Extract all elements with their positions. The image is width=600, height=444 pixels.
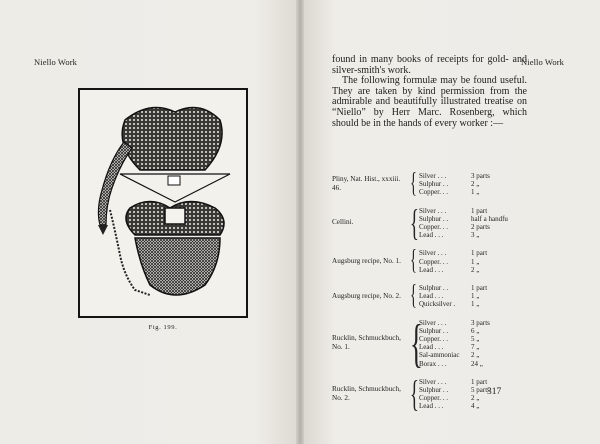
ingredient-name: Silver . . . bbox=[419, 171, 447, 180]
ingredient-name: Silver . . . bbox=[419, 318, 447, 327]
ingredient-name: Copper. . . bbox=[419, 257, 448, 266]
ingredient-line bbox=[419, 319, 526, 327]
recipe-source: Rucklin, Schmuckbuch, No. 1. bbox=[332, 334, 401, 352]
ingredient-line bbox=[419, 231, 526, 239]
ingredient-name: Sulphur . . bbox=[419, 326, 449, 335]
ingredient-line bbox=[419, 335, 526, 343]
recipe-brace: { bbox=[410, 201, 419, 243]
ingredient-amount: 2 „ bbox=[471, 180, 480, 189]
ingredient-amount: 5 „ bbox=[471, 334, 480, 343]
ingredient-name: Lead . . . bbox=[419, 231, 444, 240]
recipe-brace: { bbox=[410, 372, 419, 414]
recipe-brace: { bbox=[410, 245, 417, 277]
right-running-head: Niello Work bbox=[521, 57, 564, 67]
ingredient-name: Silver . . . bbox=[419, 377, 447, 386]
ingredient-line bbox=[419, 300, 526, 308]
ingredient-line bbox=[419, 188, 526, 196]
ingredient-amount: 2 „ bbox=[471, 394, 480, 403]
recipe-ingredients bbox=[419, 172, 526, 197]
niello-engraving-image bbox=[80, 90, 245, 315]
ingredient-amount: 1 part bbox=[471, 249, 488, 258]
ingredient-name: Lead . . . bbox=[419, 343, 444, 352]
ingredient-amount: 2 „ bbox=[471, 265, 480, 274]
recipe-ingredients bbox=[419, 378, 526, 411]
ingredient-amount: 6 „ bbox=[471, 326, 480, 335]
ingredient-amount: 1 „ bbox=[471, 292, 480, 301]
ingredient-line bbox=[419, 249, 526, 257]
ingredient-line bbox=[419, 394, 526, 402]
recipe-brace: { bbox=[410, 279, 417, 311]
ingredient-amount: 4 „ bbox=[471, 402, 480, 411]
ingredient-amount: 3 „ bbox=[471, 231, 480, 240]
ingredient-line bbox=[419, 402, 526, 410]
ingredient-line bbox=[419, 207, 526, 215]
ingredient-name: Lead . . . bbox=[419, 265, 444, 274]
recipe-source: Augsburg recipe, No. 1. bbox=[332, 257, 401, 266]
recipe-ingredients bbox=[419, 207, 526, 240]
recipe-ingredients bbox=[419, 249, 526, 274]
ingredient-line bbox=[419, 215, 526, 223]
ingredient-line bbox=[419, 386, 526, 394]
ingredient-line bbox=[419, 343, 526, 351]
ingredient-name: Sulphur . . bbox=[419, 180, 449, 189]
ingredient-amount: 2 parts bbox=[471, 222, 490, 231]
ingredient-amount: 7 „ bbox=[471, 343, 480, 352]
left-running-head: Niello Work bbox=[34, 57, 77, 67]
ingredient-name: Copper. . . bbox=[419, 188, 448, 197]
ingredient-amount: 5 parts bbox=[471, 385, 490, 394]
ingredient-line bbox=[419, 327, 526, 335]
ingredient-amount: 3 parts bbox=[471, 171, 490, 180]
ingredient-amount: 1 part bbox=[471, 206, 488, 215]
recipe-row bbox=[332, 201, 527, 243]
recipe-row bbox=[332, 279, 527, 311]
ingredient-amount: 1 part bbox=[471, 377, 488, 386]
recipe-source: Augsburg recipe, No. 2. bbox=[332, 291, 401, 300]
ingredient-name: Copper. . . bbox=[419, 394, 448, 403]
recipe-row bbox=[332, 170, 527, 199]
paragraph-continuation: found in many books of receipts for gold- and silver-smith's work. bbox=[332, 54, 527, 76]
recipe-brace: { bbox=[410, 313, 423, 373]
recipe-ingredients bbox=[419, 319, 526, 368]
ingredient-name: Borax . . . bbox=[419, 359, 447, 368]
ingredient-amount: 1 „ bbox=[471, 257, 480, 266]
recipe-source: Rucklin, Schmuckbuch, No. 2. bbox=[332, 385, 401, 403]
ingredient-line bbox=[419, 223, 526, 231]
ingredient-amount: 1 „ bbox=[471, 300, 480, 309]
ingredient-name: Lead . . . bbox=[419, 402, 444, 411]
ingredient-name: Lead . . . bbox=[419, 292, 444, 301]
recipe-source: Cellini. bbox=[332, 218, 354, 227]
ingredient-line bbox=[419, 266, 526, 274]
recipe-source: Pliny, Nat. Hist., xxxiii. 46. bbox=[332, 175, 401, 193]
ingredient-line bbox=[419, 258, 526, 266]
ingredient-name: Sulphur . . bbox=[419, 385, 449, 394]
ingredient-line bbox=[419, 180, 526, 188]
ingredient-name: Copper. . . bbox=[419, 334, 448, 343]
ingredient-amount: 2 „ bbox=[471, 351, 480, 360]
book-gutter bbox=[296, 0, 304, 444]
ingredient-amount: 3 parts bbox=[471, 318, 490, 327]
ingredient-name: Sulphur . . bbox=[419, 283, 449, 292]
ingredient-amount: 1 part bbox=[471, 283, 488, 292]
ingredient-amount: 1 „ bbox=[471, 188, 480, 197]
ingredient-line bbox=[419, 172, 526, 180]
ingredient-name: Quicksilver . bbox=[419, 300, 456, 309]
ingredient-line bbox=[419, 351, 526, 359]
body-text bbox=[332, 55, 527, 129]
recipe-row bbox=[332, 247, 527, 276]
ingredient-name: Sulphur . . bbox=[419, 214, 449, 223]
recipe-row bbox=[332, 313, 527, 373]
figure-caption: Fig. 199. bbox=[148, 324, 178, 331]
ingredient-line bbox=[419, 360, 526, 368]
recipe-ingredients bbox=[419, 284, 526, 309]
paragraph-formulae-intro: The following formulæ may be found useful. They are taken by kind permission from the admirable and beautifully illustrated treatise on “Niello” by Herr Marc. Rosenberg, which should be in the hands of every worker :— bbox=[332, 75, 527, 129]
recipe-list bbox=[332, 170, 527, 419]
ingredient-amount: half a handfu bbox=[471, 214, 508, 223]
ingredient-name: Silver . . . bbox=[419, 206, 447, 215]
ingredient-name: Copper. . . bbox=[419, 222, 448, 231]
ingredient-name: Silver . . . bbox=[419, 249, 447, 258]
niello-illustration bbox=[78, 88, 248, 318]
ingredient-amount: 24 „ bbox=[471, 359, 483, 368]
ingredient-line bbox=[419, 292, 526, 300]
ingredient-line bbox=[419, 284, 526, 292]
ingredient-line bbox=[419, 378, 526, 386]
page-number: 317 bbox=[487, 387, 502, 397]
ingredient-name: Sal-ammoniac bbox=[419, 351, 460, 360]
recipe-brace: { bbox=[410, 168, 417, 199]
